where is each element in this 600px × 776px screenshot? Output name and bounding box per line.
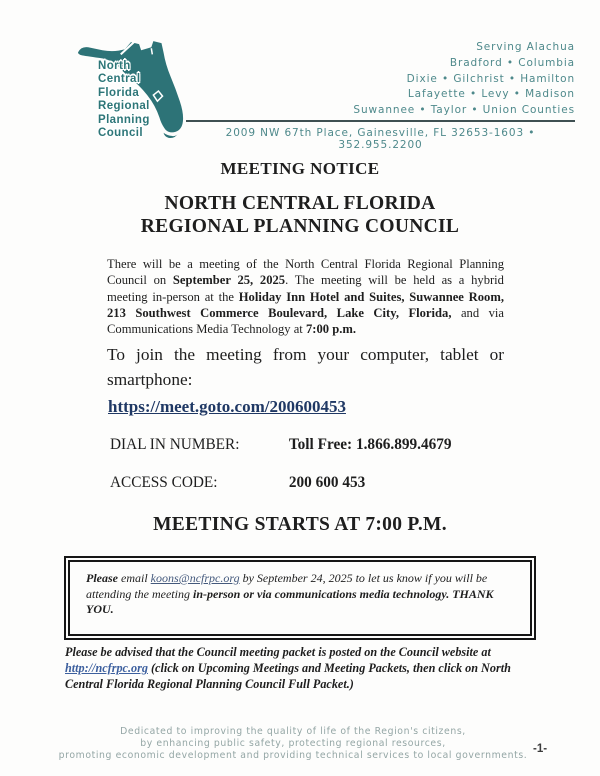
text-segment: 7:00 p.m. — [305, 322, 356, 337]
logo-word: North — [98, 60, 131, 72]
text-segment: and via Communications Media Technology at — [107, 305, 504, 337]
rsvp-box — [64, 556, 536, 640]
text-segment: in-person or via communications media technology. THANK YOU. — [86, 586, 494, 617]
join-instruction: To join the meeting from your computer, tablet or smartphone: — [107, 345, 504, 389]
logo-word: Regional — [98, 100, 150, 113]
header-divider — [186, 120, 575, 122]
council-title-line2: REGIONAL PLANNING COUNCIL — [140, 215, 460, 237]
logo-word: Florida — [98, 86, 140, 99]
meeting-starts-line: MEETING STARTS AT 7:00 P.M. — [153, 514, 447, 535]
footer-motto — [0, 726, 586, 763]
logo-wordmark — [98, 60, 150, 140]
meeting-notice-heading: MEETING NOTICE — [220, 159, 380, 178]
intro-paragraph — [107, 256, 504, 337]
address-line: 2009 NW 67th Place, Gainesville, FL 32653-1603 • 352.955.2200 — [225, 127, 536, 151]
council-title — [0, 193, 600, 238]
logo-word: Council — [98, 127, 143, 140]
serving-line: Dixie • Gilchrist • Hamilton — [406, 72, 575, 85]
footer-line: Dedicated to improving the quality of life of the Region's citizens, — [120, 726, 466, 737]
text-segment: (click on Upcoming Meetings and Meeting Packets, then click on North Central Florida Regional Planning Council Full Packet.) — [65, 661, 511, 692]
council-website-link[interactable]: http://ncfrpc.org — [65, 661, 148, 676]
logo-word: Planning — [98, 113, 150, 126]
serving-counties-list — [353, 40, 575, 119]
packet-note — [65, 644, 535, 693]
dial-in-label: DIAL IN NUMBER: — [110, 436, 240, 453]
ncfrpc-logo — [56, 36, 206, 148]
serving-line: Bradford • Columbia — [449, 56, 575, 69]
text-segment: Please be advised that the Council meeting packet is posted on the Council website at — [65, 645, 491, 659]
text-segment: There will be a meeting of the North Central Florida Regional Planning Council on — [107, 257, 504, 288]
text-segment: September 25, 2025 — [172, 273, 286, 288]
access-code-row — [110, 474, 365, 492]
text-segment: . The meeting will be held as a hybrid meeting in-person at the — [107, 273, 504, 304]
access-code-label: ACCESS CODE: — [110, 474, 218, 491]
dial-in-value: Toll Free: 1.866.899.4679 — [288, 436, 452, 453]
email-link[interactable]: koons@ncfrpc.org — [150, 571, 240, 585]
serving-line: Lafayette • Levy • Madison — [407, 88, 575, 101]
text-segment: Please — [86, 571, 118, 585]
text-segment: by September 24, 2025 to let us know if you will be attending the meeting — [86, 571, 488, 601]
text-segment: Holiday Inn Hotel and Suites, Suwannee Room, 213 Southwest Commerce Boulevard, Lake City, Florida, — [107, 289, 504, 320]
rsvp-text — [86, 571, 504, 618]
logo-word: Central — [98, 73, 141, 86]
serving-line: Serving Alachua — [476, 41, 575, 53]
council-title-line1: NORTH CENTRAL FLORIDA — [164, 193, 436, 214]
rsvp-box-inner — [68, 560, 532, 636]
access-code-value: 200 600 453 — [288, 474, 366, 491]
page-number: -1- — [533, 743, 548, 755]
footer-line: by enhancing public safety, protecting regional resources, — [140, 738, 446, 750]
text-segment: email — [118, 571, 151, 585]
footer-line: promoting economic development and providing technical services to local governments. — [58, 750, 528, 762]
meeting-link[interactable]: https://meet.goto.com/200600453 — [108, 397, 346, 416]
serving-line: Suwannee • Taylor • Union Counties — [353, 104, 575, 117]
dial-in-row — [110, 436, 452, 454]
